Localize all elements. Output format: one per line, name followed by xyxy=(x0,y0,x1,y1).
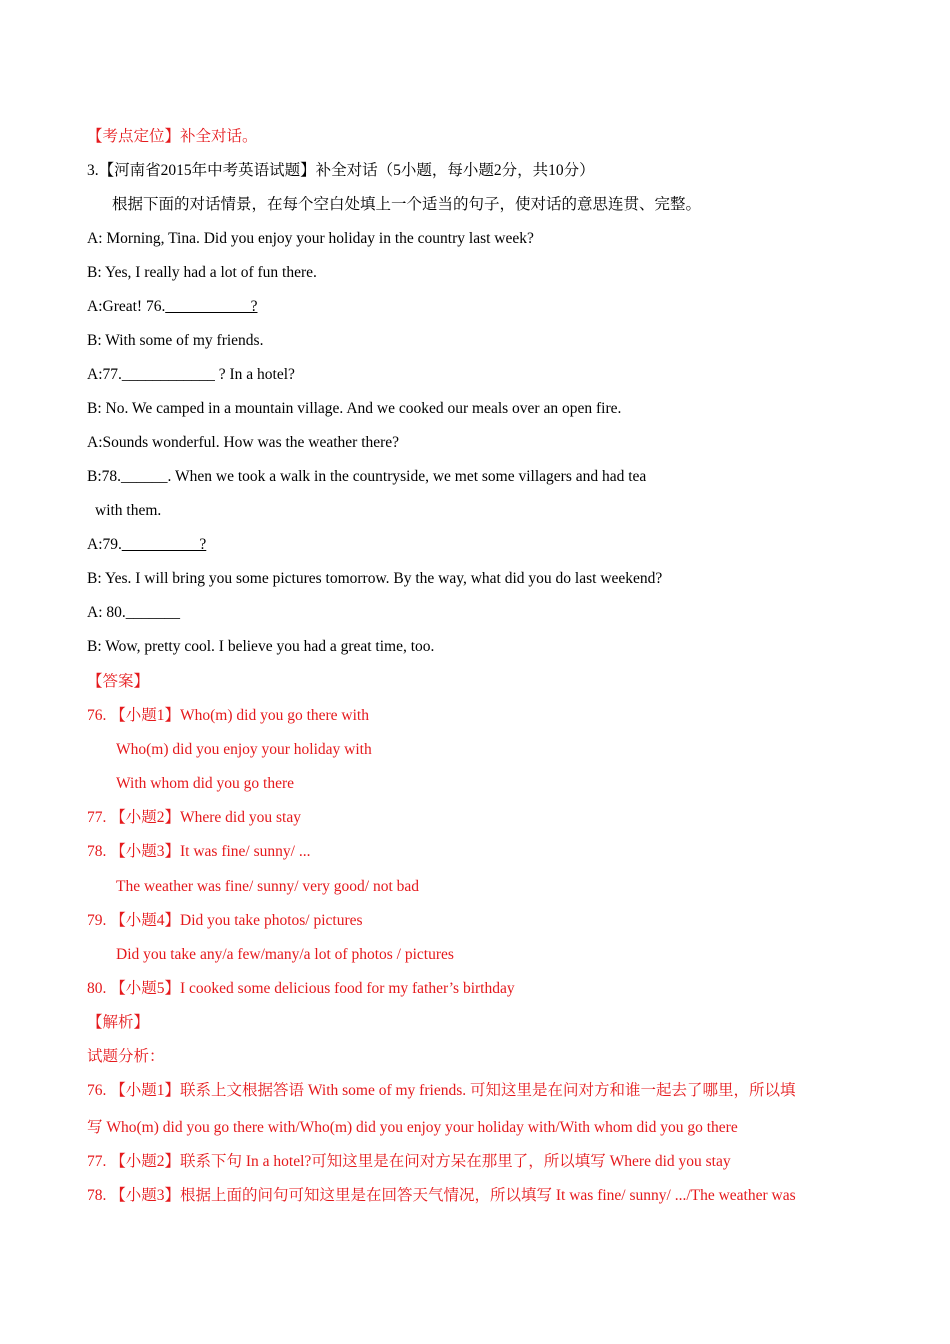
dialogue-line: B: Yes, I really had a lot of fun there. xyxy=(87,264,317,281)
answer-blank-77: ____________ xyxy=(121,366,215,383)
dialogue-line: A:Sounds wonderful. How was the weather there? xyxy=(87,434,400,451)
dialogue-line: B: Wow, pretty cool. I believe you had a great time, too. xyxy=(87,638,435,655)
dialogue-line: with them. xyxy=(95,502,162,519)
answer-item: 77. 【小题2】Where did you stay xyxy=(87,809,301,826)
dialogue-line: B: No. We camped in a mountain village. And we cooked our meals over an open fire. xyxy=(87,400,622,417)
answer-item: 80. 【小题5】I cooked some delicious food for my father’s birthday xyxy=(87,980,515,997)
analysis-intro: 试题分析： xyxy=(87,1048,165,1065)
answer-label: 【答案】 xyxy=(87,673,150,690)
answer-item-alt: With whom did you go there xyxy=(116,775,295,792)
analysis-item: 76. 【小题1】联系上文根据答语 With some of my friends. 可知这里是在问对方和谁一起去了哪里，所以填 xyxy=(87,1082,796,1099)
topic-heading: 【考点定位】补全对话。 xyxy=(87,128,258,145)
dialogue-text: ? In a hotel? xyxy=(214,366,295,383)
dialogue-line xyxy=(87,535,206,555)
analysis-label: 【解析】 xyxy=(87,1014,150,1031)
answer-item-alt: Did you take any/a few/many/a lot of photos / pictures xyxy=(116,946,454,963)
dialogue-line: A: 80._______ xyxy=(87,604,180,621)
question-instruction: 根据下面的对话情景，在每个空白处填上一个适当的句子，使对话的意思连贯、完整。 xyxy=(112,196,702,213)
analysis-item: 78. 【小题3】根据上面的问句可知这里是在回答天气情况，所以填写 It was fine/ sunny/ .../The weather was xyxy=(87,1187,796,1204)
answer-item-alt: The weather was fine/ sunny/ very good/ not bad xyxy=(116,878,420,895)
answer-item-alt: Who(m) did you enjoy your holiday with xyxy=(116,741,372,758)
answer-item: 76. 【小题1】Who(m) did you go there with xyxy=(87,707,369,724)
answer-blank-79: __________? xyxy=(121,536,207,553)
answer-item: 78. 【小题3】It was fine/ sunny/ ... xyxy=(87,843,311,860)
dialogue-text: A:Great! 76. xyxy=(87,298,166,315)
analysis-item: 77. 【小题2】联系下句 In a hotel?可知这里是在问对方呆在那里了，所以填写 Where did you stay xyxy=(87,1153,731,1170)
dialogue-line: A: Morning, Tina. Did you enjoy your holiday in the country last week? xyxy=(87,230,534,247)
dialogue-line: B: With some of my friends. xyxy=(87,332,264,349)
dialogue-line xyxy=(87,297,257,317)
dialogue-line: B: Yes. I will bring you some pictures tomorrow. By the way, what did you do last weekend? xyxy=(87,570,663,587)
analysis-item: 写 Who(m) did you go there with/Who(m) did you enjoy your holiday with/With whom did you go there xyxy=(87,1119,738,1136)
question-title: 3.【河南省2015年中考英语试题】补全对话（5小题，每小题2分，共10分） xyxy=(87,162,595,179)
answer-item: 79. 【小题4】Did you take photos/ pictures xyxy=(87,912,363,929)
dialogue-line xyxy=(87,365,295,385)
dialogue-text: A:77. xyxy=(87,366,122,383)
dialogue-text: A:79. xyxy=(87,536,122,553)
dialogue-line: B:78.______. When we took a walk in the countryside, we met some villagers and had tea xyxy=(87,468,647,485)
answer-blank-76: ___________? xyxy=(165,298,258,315)
